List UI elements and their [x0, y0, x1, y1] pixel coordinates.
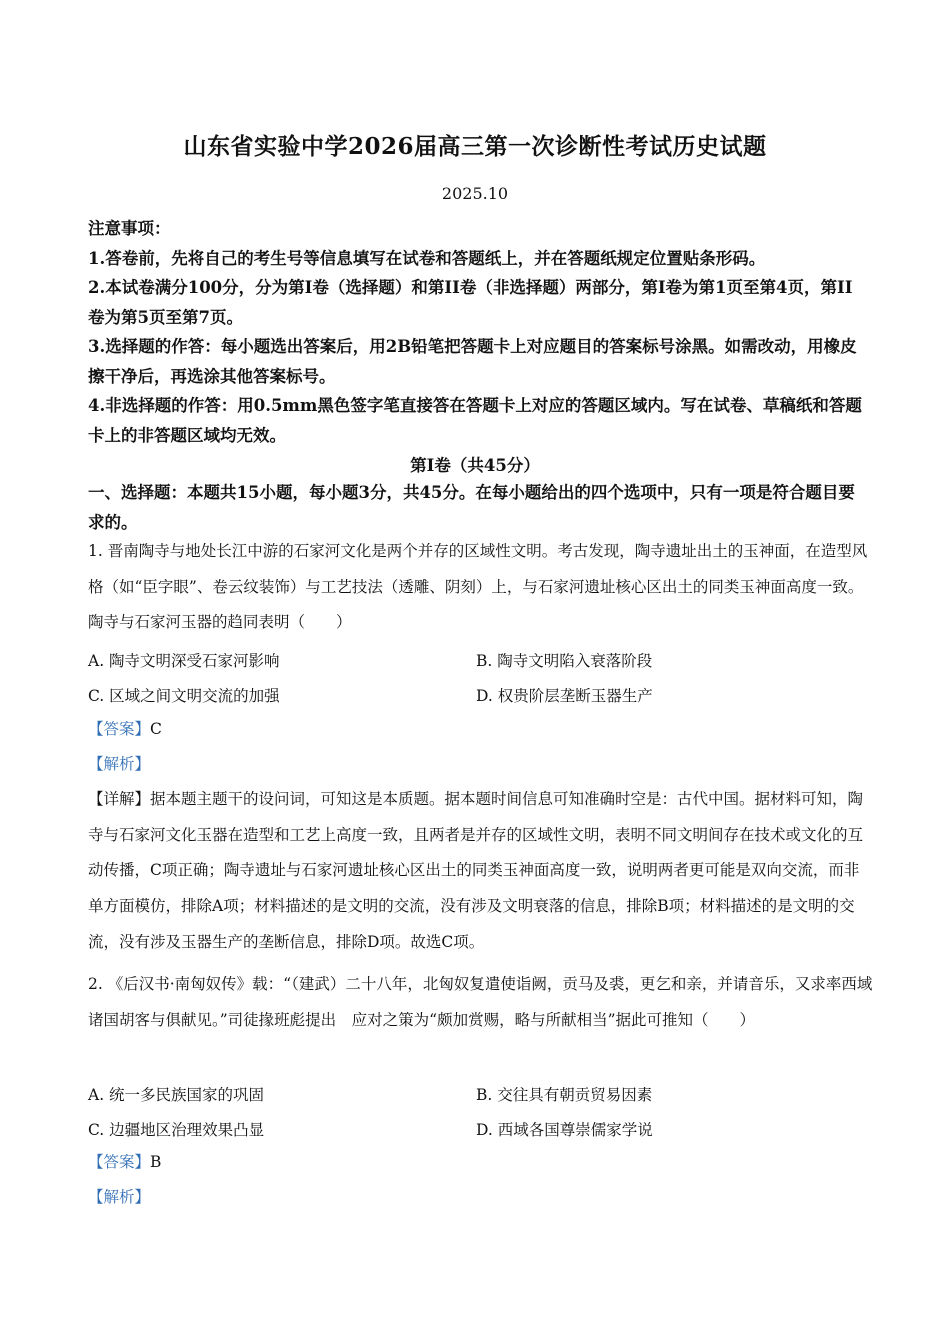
- notes-item: 1.答卷前，先将自己的考生号等信息填写在试卷和答题纸上，并在答题纸规定位置贴条形码。: [88, 248, 766, 268]
- answer-label: 【答案】: [88, 1153, 151, 1171]
- option-b: B. 交往具有朝贡贸易因素: [476, 1085, 653, 1104]
- notes-item: 4.非选择题的作答：用0.5mm黑色签字笔直接答在答题卡上对应的答题区域内。写在试卷、草稿纸和答题卡上的非答题区域均无效。: [88, 396, 862, 445]
- detail-text: 据本题主题干的设问词，可知这是本质题。据本题时间信息可知准确时空是：古代中国。据材料可知，陶寺与石家河文化玉器在造型和工艺上高度一致，且两者是并存的区域性文明，表明不同文明间存在技术或文化的互动传播，C项正确；陶寺遗址与石家河遗址核心区出土的同类玉神面高度一致，说明两者更可能是双向交流，而非单方面模仿，排除A项；材料描述的是文明的交流，没有涉及文明衰落的信息，排除B项；材料描述的是文明的交流，没有涉及玉器生产的垄断信息，排除D项。故选C项。: [88, 790, 864, 951]
- page-title: 山东省实验中学2026届高三第一次诊断性考试历史试题: [183, 133, 767, 160]
- analysis-line: [88, 747, 878, 782]
- answer-line: [88, 712, 878, 747]
- part-heading: 一、选择题：本题共15小题，每小题3分，共45分。在每小题给出的四个选项中，只有一项是符合题目要求的。: [88, 483, 855, 532]
- notes-block: [88, 214, 868, 450]
- answer-line: [88, 1145, 878, 1180]
- option-d: D. 权贵阶层垄断玉器生产: [476, 686, 653, 705]
- question-stem-text: 1. 晋南陶寺与地处长江中游的石家河文化是两个并存的区域性文明。考古发现，陶寺遗址出土的玉神面，在造型风格（如“臣字眼”、卷云纹装饰）与工艺技法（透雕、阴刻）上，与石家河遗址核心区出土的同类玉神面高度一致。陶寺与石家河玉器的趋同表明（ ）: [88, 542, 868, 631]
- answer-value: B: [150, 1153, 162, 1171]
- analysis-label: 【解析】: [88, 755, 151, 773]
- question-1-stem: [88, 534, 874, 641]
- question-1-options: [88, 642, 874, 712]
- section-title: 第Ⅰ卷（共45分）: [410, 456, 540, 475]
- exam-date: 2025.10: [441, 184, 509, 203]
- option-c: C. 边疆地区治理效果凸显: [88, 1120, 265, 1139]
- notes-item: 2.本试卷满分100分，分为第Ⅰ卷（选择题）和第II卷（非选择题）两部分，第Ⅰ卷为第1页至第4页，第II卷为第5页至第7页。: [88, 278, 853, 327]
- answer-label: 【答案】: [88, 720, 151, 738]
- option-c: C. 区域之间文明交流的加强: [88, 686, 280, 705]
- question-2-options: [88, 1076, 874, 1146]
- detail-label: 【详解】: [88, 790, 151, 808]
- analysis-line: [88, 1180, 878, 1215]
- option-a: A. 统一多民族国家的巩固: [88, 1085, 265, 1104]
- detail-block: [88, 782, 874, 961]
- analysis-label: 【解析】: [88, 1188, 151, 1206]
- notes-item: 3.选择题的作答：每小题选出答案后，用2B铅笔把答题卡上对应题目的答案标号涂黑。如需改动，用橡皮擦干净后，再选涂其他答案标号。: [88, 337, 857, 386]
- option-a: A. 陶寺文明深受石家河影响: [88, 651, 280, 670]
- option-b: B. 陶寺文明陷入衰落阶段: [476, 651, 653, 670]
- question-2-stem: [88, 967, 874, 1038]
- notes-heading: 注意事项：: [88, 219, 171, 238]
- question-stem-text: 2. 《后汉书·南匈奴传》载：“（建武）二十八年，北匈奴复遣使诣阙，贡马及裘，更乞和亲，并请音乐，又求率西域诸国胡客与俱献见。”司徒掾班彪提出 应对之策为“颇加赏赐，略与所献相当”据此可推知（ ）: [88, 975, 873, 1029]
- option-d: D. 西域各国尊崇儒家学说: [476, 1120, 653, 1139]
- answer-value: C: [150, 720, 162, 738]
